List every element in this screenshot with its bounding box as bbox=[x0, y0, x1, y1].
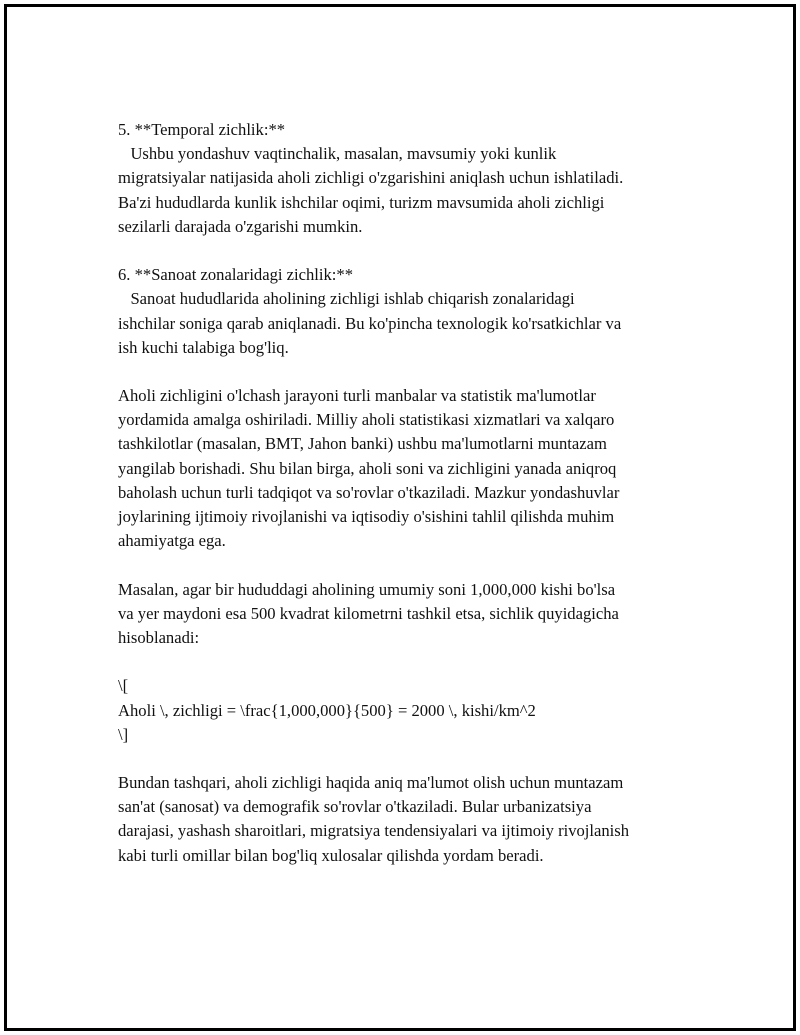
paragraph-line: Sanoat hududlarida aholining zichligi ishlab chiqarish zonalaridagi bbox=[118, 289, 575, 309]
paragraph-line: joylarining ijtimoiy rivojlanishi va iqtisodiy o'sishini tahlil qilishda muhim bbox=[118, 507, 615, 526]
paragraph-line: Masalan, agar bir hududdagi aholining umumiy soni 1,000,000 kishi bo'lsa bbox=[118, 579, 616, 599]
paragraph-line: Bundan tashqari, aholi zichligi haqida aniq ma'lumot olish uchun muntazam bbox=[118, 773, 624, 793]
spacer bbox=[118, 360, 698, 384]
spacer bbox=[118, 553, 698, 577]
section-temporal bbox=[118, 118, 698, 239]
document-body bbox=[118, 118, 698, 868]
paragraph-line: Aholi zichligini o'lchash jarayoni turli manbalar va statistik ma'lumotlar bbox=[118, 386, 596, 406]
section-heading: 6. **Sanoat zonalaridagi zichlik:** bbox=[118, 265, 354, 285]
spacer bbox=[118, 239, 698, 263]
formula-expression: Aholi \, zichligi = \frac{1,000,000}{500} = 2000 \, kishi/km^2 bbox=[118, 700, 536, 720]
paragraph-line: kabi turli omillar bilan bog'liq xulosalar qilishda yordam beradi. bbox=[118, 845, 544, 865]
paragraph-line: va yer maydoni esa 500 kvadrat kilometrni tashkil etsa, sichlik quyidagicha bbox=[118, 603, 619, 623]
paragraph-line: sezilarli darajada o'zgarishi mumkin. bbox=[118, 216, 363, 236]
formula-block bbox=[118, 674, 698, 747]
spacer bbox=[118, 747, 698, 771]
spacer bbox=[118, 650, 698, 674]
section-measurement bbox=[118, 384, 698, 553]
section-industrial bbox=[118, 263, 698, 360]
section-heading: 5. **Temporal zichlik:** bbox=[118, 120, 286, 139]
paragraph-line: ishchilar soniga qarab aniqlanadi. Bu ko'pincha texnologik ko'rsatkichlar va bbox=[118, 313, 622, 333]
paragraph-line: ish kuchi talabiga bog'liq. bbox=[118, 337, 289, 357]
paragraph-line: Ushbu yondashuv vaqtinchalik, masalan, mavsumiy yoki kunlik bbox=[118, 144, 557, 164]
section-example bbox=[118, 578, 698, 651]
paragraph-line: baholash uchun turli tadqiqot va so'rovlar o'tkaziladi. Mazkur yondashuvlar bbox=[118, 482, 620, 502]
paragraph-line: san'at (sanosat) va demografik so'rovlar o'tkaziladi. Bular urbanizatsiya bbox=[118, 797, 592, 817]
paragraph-line: darajasi, yashash sharoitlari, migratsiya tendensiyalari va ijtimoiy rivojlanish bbox=[118, 821, 630, 841]
paragraph-line: tashkilotlar (masalan, BMT, Jahon banki) ushbu ma'lumotlarni muntazam bbox=[118, 434, 607, 454]
formula-close: \] bbox=[118, 724, 129, 744]
paragraph-line: yangilab borishadi. Shu bilan birga, aholi soni va zichligini yanada aniqroq bbox=[118, 458, 617, 478]
paragraph-line: ahamiyatga ega. bbox=[118, 531, 226, 551]
section-conclusion bbox=[118, 771, 698, 868]
formula-open: \[ bbox=[118, 676, 129, 696]
paragraph-line: yordamida amalga oshiriladi. Milliy aholi statistikasi xizmatlari va xalqaro bbox=[118, 410, 615, 430]
paragraph-line: hisoblanadi: bbox=[118, 627, 200, 647]
paragraph-line: migratsiyalar natijasida aholi zichligi o'zgarishini aniqlash uchun ishlatiladi. bbox=[118, 168, 624, 188]
paragraph-line: Ba'zi hududlarda kunlik ishchilar oqimi, turizm mavsumida aholi zichligi bbox=[118, 192, 605, 212]
